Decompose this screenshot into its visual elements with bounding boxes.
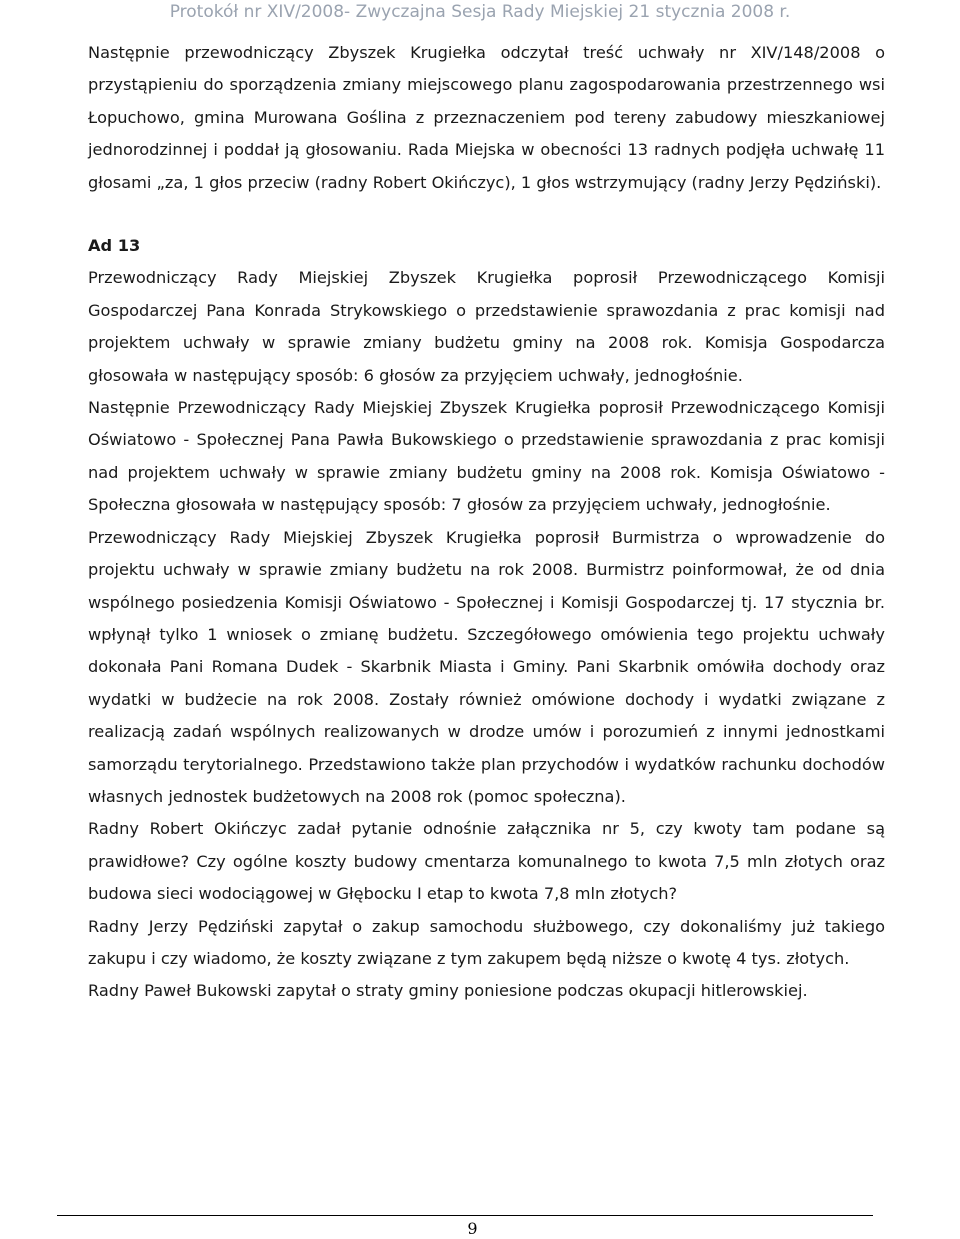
page-header: Protokół nr XIV/2008- Zwyczajna Sesja Rady Miejskiej 21 stycznia 2008 r. bbox=[169, 2, 791, 22]
page-number: 9 bbox=[467, 1219, 478, 1238]
paragraph-mayor-budget: Przewodniczący Rady Miejskiej Zbyszek Krugiełka poprosił Burmistrza o wprowadzenie do projektu uchwały w sprawie zmiany budżetu na rok 2008. Burmistrz poinformował, że od dnia wspólnego posiedzenia Komisji Oświatowo - Społecznej i Komisji Gospodarczej tj. 17 stycznia br. wpłynął tylko 1 wniosek o zmianę budżetu. Szczegółowego omówienia tego projektu uchwały dokonała Pani Romana Dudek - Skarbnik Miasta i Gminy. Pani Skarbnik omówiła dochody oraz wydatki w budżecie na rok 2008. Zostały również omówione dochody i wydatki związane z realizacją zadań wspólnych realizowanych w drodze umów i porozumień z innymi jednostkami samorządu terytorialnego. Przedstawiono także plan przychodów i wydatków rachunku dochodów własnych jednostek budżetowych na 2008 rok (pomoc społeczna). bbox=[88, 527, 885, 806]
document-body bbox=[88, 37, 885, 1008]
footer-divider bbox=[57, 1215, 873, 1216]
section-spacer bbox=[88, 199, 885, 230]
paragraph-economic-committee: Przewodniczący Rady Miejskiej Zbyszek Krugiełka poprosił Przewodniczącego Komisji Gospodarczej Pana Konrada Strykowskiego o przedstawienie sprawozdania z prac komisji nad projektem uchwały w sprawie zmiany budżetu gminy na 2008 rok. Komisja Gospodarcza głosowała w następujący sposób: 6 głosów za przyjęciem uchwały, jednogłośnie. bbox=[88, 268, 885, 385]
paragraph-education-committee: Następnie Przewodniczący Rady Miejskiej Zbyszek Krugiełka poprosił Przewodniczącego Komisji Oświatowo - Społecznej Pana Pawła Bukowskiego o przedstawienie sprawozdania z prac komisji nad projektem uchwały w sprawie zmiany budżetu gminy na 2008 rok. Komisja Oświatowo - Społeczna głosowała w następujący sposób: 7 głosów za przyjęciem uchwały, jednogłośnie. bbox=[88, 398, 885, 515]
paragraph-resolution-vote: Następnie przewodniczący Zbyszek Krugiełka odczytał treść uchwały nr XIV/148/2008 o przystąpieniu do sporządzenia zmiany miejscowego planu zagospodarowania przestrzennego wsi Łopuchowo, gmina Murowana Goślina z przeznaczeniem pod tereny zabudowy mieszkaniowej jednorodzinnej i poddał ją głosowaniu. Rada Miejska w obecności 13 radnych podjęła uchwałę 11 głosami „za, 1 głos przeciw (radny Robert Okińczyc), 1 głos wstrzymujący (radny Jerzy Pędziński). bbox=[88, 43, 885, 192]
section-title: Ad 13 bbox=[88, 236, 141, 256]
paragraph-question-okinczyc: Radny Robert Okińczyc zadał pytanie odnośnie załącznika nr 5, czy kwoty tam podane są prawidłowe? Czy ogólne koszty budowy cmentarza komunalnego to kwota 7,5 mln złotych oraz budowa sieci wodociągowej w Głębocku I etap to kwota 7,8 mln złotych? bbox=[88, 819, 885, 904]
paragraph-question-bukowski: Radny Paweł Bukowski zapytał o straty gminy poniesione podczas okupacji hitlerowskiej. bbox=[88, 981, 808, 1001]
paragraph-question-pedzinski: Radny Jerzy Pędziński zapytał o zakup samochodu służbowego, czy dokonaliśmy już takiego zakupu i czy wiadomo, że koszty związane z tym zakupem będą niższe o kwotę 4 tys. złotych. bbox=[88, 916, 885, 968]
